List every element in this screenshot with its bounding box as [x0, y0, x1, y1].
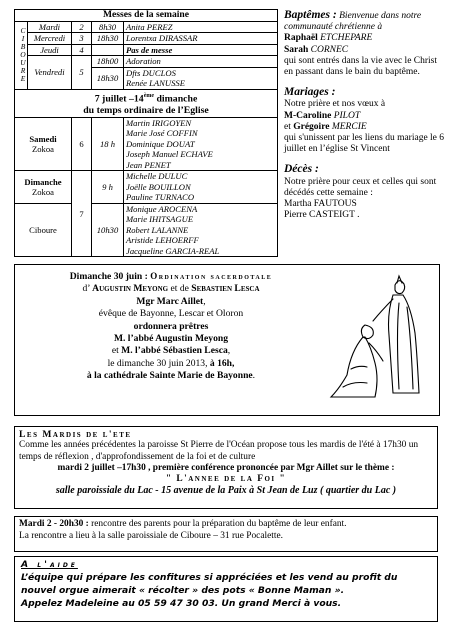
name-line: Jacqueline GARCIA-REAL: [126, 245, 220, 256]
mariages-section: [284, 87, 446, 155]
baptemes-section: [284, 10, 446, 78]
ordination-line-2: d’ Augustin Meyong et de Sebastien Lesca: [82, 283, 260, 295]
dimanche-cell: [15, 171, 72, 204]
intention-cell: [124, 67, 278, 89]
ordination-line-9: à la cathédrale Sainte Marie de Bayonne.: [86, 370, 256, 382]
bapt-name-1: Raphaël ETCHEPARE: [284, 33, 373, 44]
mar-name-1: M-Caroline PILOT: [284, 110, 361, 121]
mar-name-2: et Grégoire MERCIE: [284, 121, 367, 132]
ordination-text: [21, 270, 321, 383]
deces-name: Pierre CASTEIGT .: [284, 210, 360, 221]
intention-cell: Anita PEREZ: [124, 21, 278, 33]
aide-title: A l'aide: [21, 559, 78, 570]
names-cell: [124, 171, 278, 204]
mariages-text: qui s'unissent par les liens du mariage le 6 juillet en l’église St Vincent: [284, 133, 445, 155]
mardis-theme: " L'annee de la Foi ": [165, 474, 287, 485]
ordination-line-1: Dimanche 30 juin : Ordination sacerdotale: [69, 271, 273, 282]
mardis-title: Les Mardis de l'ete: [19, 429, 132, 440]
day-label: Dimanche: [24, 176, 62, 187]
time-cell: 18h30: [92, 67, 124, 89]
ordination-illustration: [327, 273, 427, 409]
date-cell: 6: [72, 117, 92, 171]
mardis-conference: mardi 2 juillet –17h30 , première conférence prononcée par Mgr Aillet sur le thème :: [57, 462, 395, 473]
time-cell: [92, 44, 124, 56]
mardis-ete-box: [14, 426, 438, 509]
time-cell: 10h30: [92, 203, 124, 257]
name-line: Marie José COFFIN: [126, 128, 198, 139]
name-line: Monique AROCENA: [126, 203, 198, 214]
date-cell: 5: [72, 56, 92, 90]
ordination-line-7: et M. l’abbé Sébastien Lesca,: [111, 345, 231, 357]
mariages-intro: Notre prière et nos vœux à: [284, 99, 386, 110]
bapteme-meeting-line-2: La rencontre a lieu à la salle paroissiale de Ciboure – 31 rue Pocalette.: [19, 530, 283, 541]
name-line: Michelle DULUC: [126, 171, 188, 182]
time-cell: 18 h: [92, 117, 124, 171]
day-cell: Mardi: [28, 21, 72, 33]
time-cell: 18h00: [92, 56, 124, 68]
ciboure-vertical-label: CIBOURE: [15, 21, 28, 89]
bapteme-meeting-line-1: Mardi 2 - 20h30 : rencontre des parents pour la préparation du baptême de leur enfant.: [19, 519, 347, 529]
baptemes-intro: Bienvenue dans notre communauté chrétienne à: [284, 11, 422, 33]
date-cell: 7: [72, 171, 92, 257]
bapteme-meeting-box: [14, 516, 438, 552]
name-line: Aristide LEHOERFF: [126, 235, 199, 246]
ordination-line-8: le dimanche 30 juin 2013, à 16h,: [107, 357, 235, 369]
ordination-line-6: M. l’abbé Augustin Meyong: [113, 333, 229, 345]
date-cell: 3: [72, 33, 92, 45]
deces-text: Notre prière pour ceux et celles qui sont décédés cette semaine :: [284, 176, 437, 198]
intention-cell: Lorentxa DIRASSAR: [124, 33, 278, 45]
bapt-name-2: Sarah CORNEC: [284, 44, 349, 55]
deces-section: [284, 164, 446, 221]
time-cell: 18h30: [92, 33, 124, 45]
announcements-column: [284, 10, 446, 221]
schedule-header: Messes de la semaine: [15, 10, 278, 22]
mardis-intro: Comme les années précédentes la paroisse St Pierre de l'Océan propose tous les mardis de l'été à 17h30 un temps de réflexion , d'approfondissement de la foi et de culture: [19, 440, 419, 462]
mardis-location: salle paroissiale du Lac - 15 avenue de la Paix à St Jean de Luz ( quartier du Lac ): [55, 485, 397, 497]
name-line: Joseph Manuel ECHAVE: [126, 149, 213, 160]
names-cell: [124, 117, 278, 171]
name-line: Jean PENET: [126, 159, 171, 170]
day-cell: Vendredi: [28, 56, 72, 90]
aide-box: [14, 556, 438, 622]
intention-cell: Adoration: [124, 56, 278, 68]
place-label: Zokoa: [32, 187, 54, 198]
mariages-title: Mariages :: [284, 86, 336, 99]
ordination-line-3: Mgr Marc Aillet,: [136, 295, 206, 307]
name-line: Marie IHITSAGUE: [126, 214, 194, 225]
name-line: Joëlle BOUILLON: [126, 181, 191, 192]
ciboure-cell: Ciboure: [15, 203, 72, 257]
day-cell: Jeudi: [28, 44, 72, 56]
place-label: Zokoa: [32, 144, 54, 155]
intention-line: Renée LANUSSE: [126, 78, 185, 88]
day-cell: Mercredi: [28, 33, 72, 45]
deces-title: Décès :: [284, 163, 319, 176]
ordination-line-5: ordonnera prêtres: [133, 320, 209, 332]
name-line: Martin IRIGOYEN: [126, 117, 192, 128]
time-cell: 8h30: [92, 21, 124, 33]
baptemes-title: Baptêmes :: [284, 9, 337, 21]
name-line: Dominique DOUAT: [126, 138, 195, 149]
name-line: Pauline TURNACO: [126, 192, 195, 203]
ordination-box: [14, 264, 440, 416]
aide-text-1: L’équipe qui prépare les confitures si appréciées et les vend au profit du nouvel orgue aimerait « récolter » des pots « Bonne Maman ».: [21, 572, 398, 596]
names-cell: [124, 203, 278, 257]
date-cell: 4: [72, 44, 92, 56]
date-cell: 2: [72, 21, 92, 33]
time-cell: 9 h: [92, 171, 124, 204]
sunday-title: 7 juillet –14ème dimanche du temps ordinaire de l’Eglise: [15, 89, 278, 117]
ordination-line-4: évêque de Bayonne, Lescar et Oloron: [98, 308, 244, 320]
day-label: Samedi: [29, 133, 57, 144]
mass-schedule-table: [14, 9, 278, 257]
name-line: Robert LALANNE: [126, 224, 189, 235]
aide-text-2: Appelez Madeleine au 05 59 47 30 03. Un grand Merci à vous.: [21, 598, 342, 609]
baptemes-text: qui sont entrés dans la vie avec le Christ en passant dans le bain du baptême.: [284, 55, 438, 78]
intention-line: Dfts DUCLOS: [126, 67, 176, 78]
intention-cell: Pas de messe: [124, 44, 278, 56]
samedi-cell: [15, 117, 72, 171]
deces-name: Martha FAUTOUS: [284, 199, 357, 210]
